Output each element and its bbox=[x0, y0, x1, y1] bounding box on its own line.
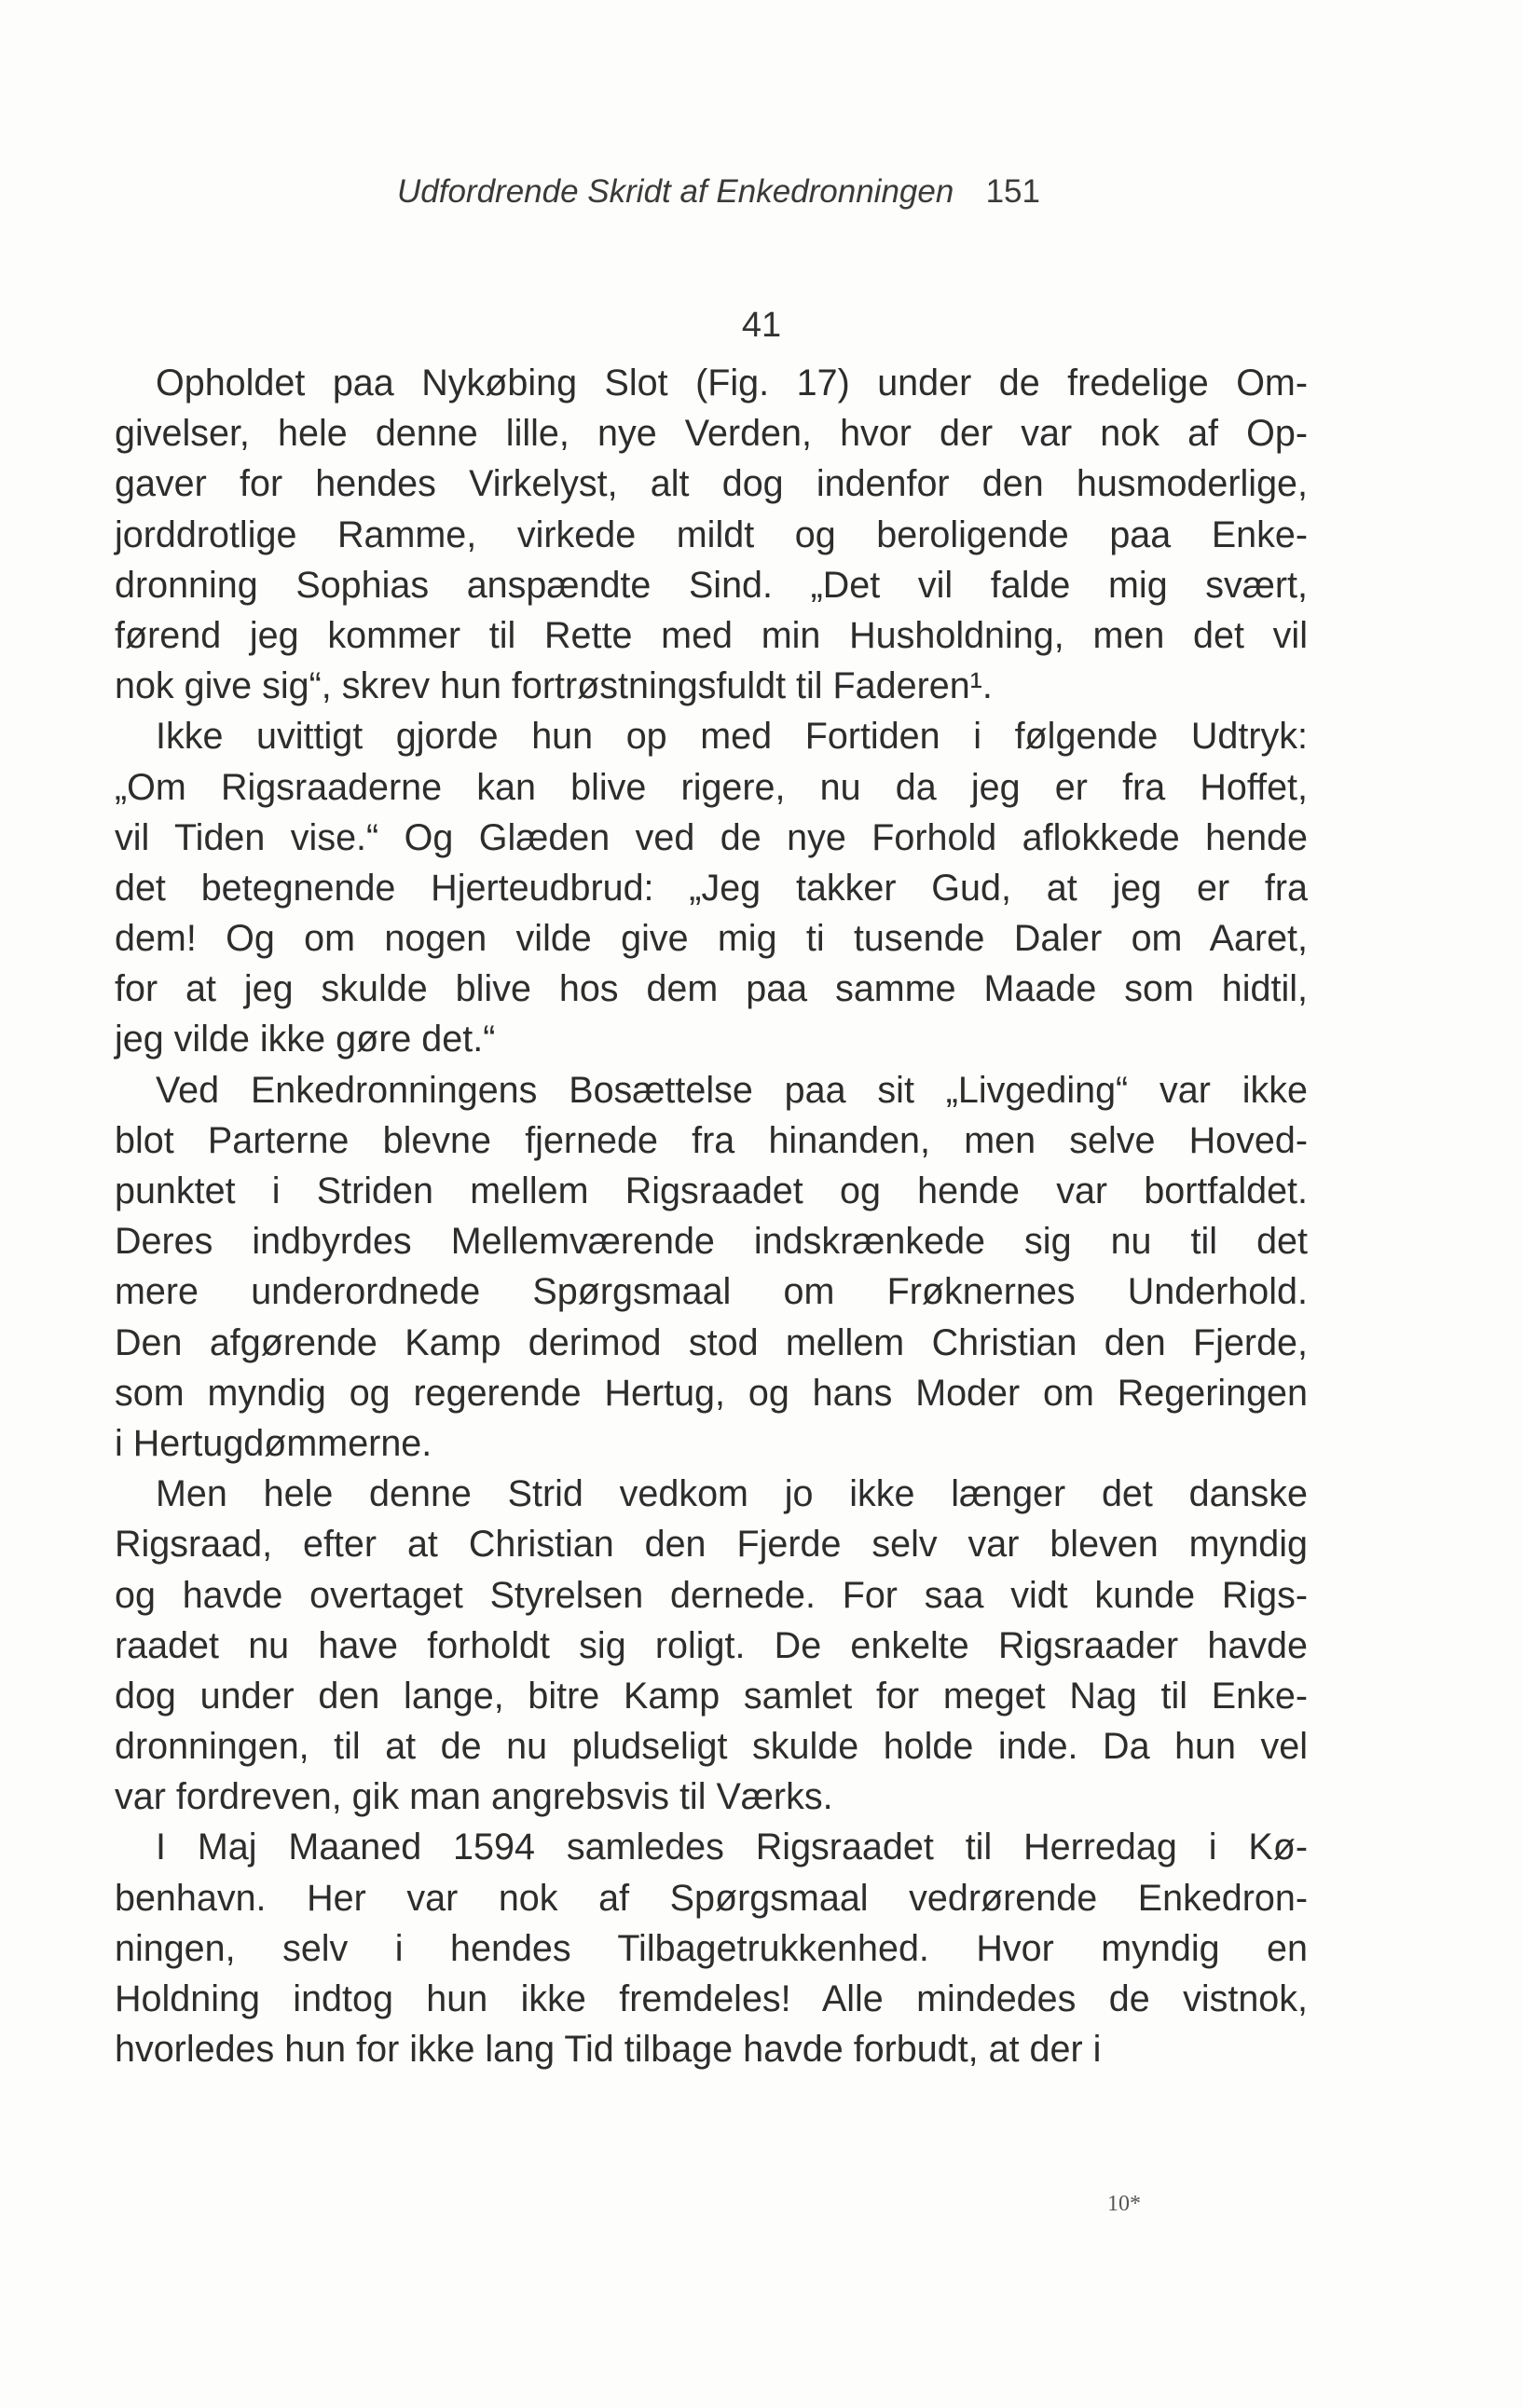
paragraph bbox=[115, 1065, 1308, 1470]
text-line: blot Parterne blevne fjernede fra hinanden, men selve Hoved- bbox=[115, 1119, 1308, 1161]
text-line: førend jeg kommer til Rette med min Husholdning, men det vil bbox=[115, 614, 1308, 656]
text-line: Ikke uvittigt gjorde hun op med Fortiden i følgende Udtryk: bbox=[156, 716, 1308, 758]
text-line: Den afgørende Kamp derimod stod mellem Christian den Fjerde, bbox=[115, 1321, 1308, 1363]
text-line: punktet i Striden mellem Rigsraadet og hende var bortfaldet. bbox=[115, 1170, 1308, 1211]
running-head bbox=[397, 173, 1040, 220]
text-line: Opholdet paa Nykøbing Slot (Fig. 17) under de fredelige Om- bbox=[156, 363, 1308, 404]
text-line: Rigsraad, efter at Christian den Fjerde selv var bleven myndig bbox=[115, 1524, 1308, 1566]
text-line: jeg vilde ikke gøre det.“ bbox=[115, 1019, 496, 1060]
paragraph bbox=[115, 358, 1308, 711]
paragraph bbox=[115, 1822, 1308, 2074]
text-line: for at jeg skulde blive hos dem paa samme Maade som hidtil, bbox=[115, 968, 1308, 1010]
text-line: jorddrotlige Ramme, virkede mildt og beroligende paa Enke- bbox=[115, 513, 1308, 555]
text-line: dronningen, til at de nu pludseligt skulde holde inde. Da hun vel bbox=[115, 1726, 1308, 1768]
text-line: dem! Og om nogen vilde give mig ti tusende Daler om Aaret, bbox=[115, 918, 1308, 960]
signature-mark: 10* bbox=[1107, 2192, 1141, 2216]
running-head-title: Udfordrende Skridt af Enkedronningen bbox=[397, 173, 954, 210]
text-line: og havde overtaget Styrelsen dernede. For saa vidt kunde Rigs- bbox=[115, 1574, 1308, 1616]
text-line: I Maj Maaned 1594 samledes Rigsraadet til Herredag i Kø- bbox=[156, 1827, 1308, 1868]
text-line: det betegnende Hjerteudbrud: „Jeg takker Gud, at jeg er fra bbox=[115, 867, 1308, 909]
text-line: mere underordnede Spørgsmaal om Frøknernes Underhold. bbox=[115, 1271, 1308, 1313]
text-line: hvorledes hun for ikke lang Tid tilbage havde forbudt, at der i bbox=[115, 2029, 1102, 2071]
paragraph bbox=[115, 711, 1308, 1064]
text-line: givelser, hele denne lille, nye Verden, hvor der var nok af Op- bbox=[115, 413, 1308, 455]
text-line: i Hertugdømmerne. bbox=[115, 1422, 432, 1464]
text-line: ningen, selv i hendes Tilbagetrukkenhed. Hvor myndig en bbox=[115, 1927, 1308, 1969]
chapter-number: 41 bbox=[741, 306, 782, 345]
text-line: dog under den lange, bitre Kamp samlet for meget Nag til Enke- bbox=[115, 1675, 1308, 1717]
text-line: Ved Enkedronningens Bosættelse paa sit „Livgeding“ var ikke bbox=[156, 1069, 1308, 1111]
text-line: Men hele denne Strid vedkom jo ikke længer det danske bbox=[156, 1473, 1308, 1515]
text-line: raadet nu have forholdt sig roligt. De enkelte Rigsraader havde bbox=[115, 1624, 1308, 1666]
text-line: Holdning indtog hun ikke fremdeles! Alle mindedes de vistnok, bbox=[115, 1978, 1308, 2019]
paragraph bbox=[115, 1469, 1308, 1822]
text-line: Deres indbyrdes Mellemværende indskrænkede sig nu til det bbox=[115, 1221, 1308, 1263]
text-line: som myndig og regerende Hertug, og hans Moder om Regeringen bbox=[115, 1372, 1308, 1414]
text-line: vil Tiden vise.“ Og Glæden ved de nye Forhold aflokkede hende bbox=[115, 816, 1308, 858]
body-text bbox=[115, 358, 1308, 2074]
text-line: dronning Sophias anspændte Sind. „Det vil falde mig svært, bbox=[115, 564, 1308, 606]
text-line: nok give sig“, skrev hun fortrøstningsfuldt til Faderen¹. bbox=[115, 665, 993, 707]
text-line: „Om Rigsraaderne kan blive rigere, nu da jeg er fra Hoffet, bbox=[115, 766, 1308, 808]
text-line: var fordreven, gik man angrebsvis til Værks. bbox=[115, 1776, 833, 1818]
text-line: gaver for hendes Virkelyst, alt dog indenfor den husmoderlige, bbox=[115, 463, 1308, 505]
text-line: benhavn. Her var nok af Spørgsmaal vedrørende Enkedron- bbox=[115, 1877, 1308, 1919]
page-number: 151 bbox=[985, 173, 1040, 210]
